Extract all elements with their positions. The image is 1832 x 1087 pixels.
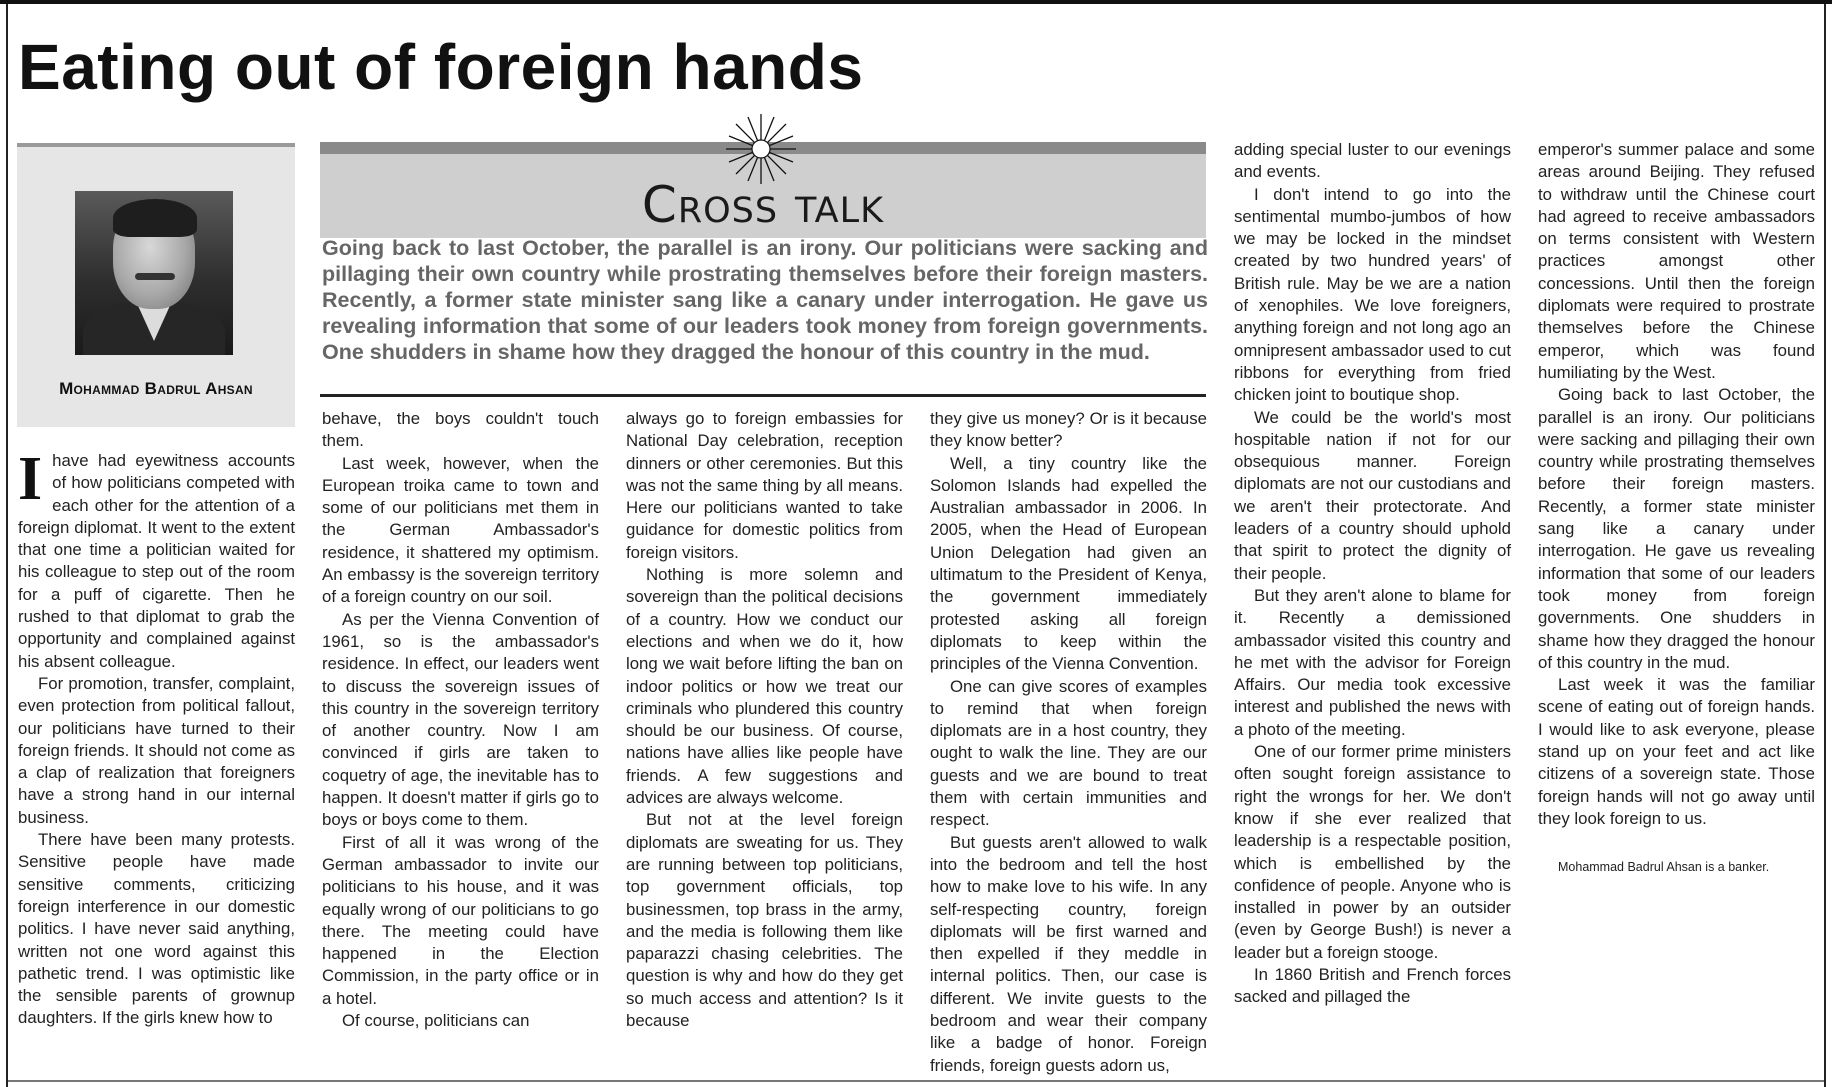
article-column-6 xyxy=(1538,139,1815,879)
column-title: Cross talk xyxy=(641,176,885,234)
article-column-4 xyxy=(930,408,1207,1077)
paragraph: First of all it was wrong of the German ambassador to invite our politicians to his house, and it was equally wrong of our politicians to go there. The meeting could have happened in the Election Commission, in the party office or in a hotel. xyxy=(322,832,599,1008)
left-rule xyxy=(6,4,8,1087)
paragraph: behave, the boys couldn't touch them. xyxy=(322,409,599,451)
paragraph: Going back to last October, the parallel is an irony. Our politicians were sacking and pillaging their own country while prostrating themselves before their foreign masters. Recently, a former state minister sang like a canary under interrogation. He gave us revealing information that some of our leaders took money from foreign governments. One shudders in shame how they dragged the honour of this country in the mud. xyxy=(1538,385,1815,672)
paragraph: emperor's summer palace and some areas around Beijing. They refused to withdraw until the Chinese court had agreed to receive ambassadors on terms consistent with Western practices amongst other concessions. Until then the foreign diplomats were required to prostrate themselves before the Chinese emperor, which was found humiliating by the West. xyxy=(1538,140,1815,382)
article-column-5 xyxy=(1234,139,1511,1009)
paragraph: For promotion, transfer, complaint, even protection from political fallout, our politicians have turned to their foreign friends. It should not come as a clap of realization that foreigners have a strong hand in our internal business. xyxy=(18,673,295,827)
paragraph: Nothing is more solemn and sovereign than the political decisions of a country. How we conduct our elections and when we do it, how long we wait before lifting the ban on indoor politics or how we treat our criminals who plundered this country should be our business. Of course, nations have allies like people have friends. A few suggestions and advices are always welcome. xyxy=(626,565,903,808)
paragraph: But guests aren't allowed to walk into the bedroom and tell the host how to make love to his wife. In any self-respecting country, foreign diplomats will be first warned and then expelled if they meddle in internal politics. Then, our case is different. We invite guests to the bedroom and wear their company like a badge of honor. Foreign friends, foreign guests adorn us, xyxy=(930,832,1207,1075)
paragraph: adding special luster to our evenings and events. xyxy=(1234,140,1511,182)
paragraph: I don't intend to go into the sentimental mumbo-jumbos of how we may be locked in the mindset created by two hundred years' of British rule. May be we are a nation of xenophiles. We love foreigners, anything foreign and not long ago an omnipresent ambassador used to cut ribbons for everything from fried chicken joint to boutique shop. xyxy=(1234,184,1511,405)
paragraph: Last week it was the familiar scene of eating out of foreign hands. I would like to ask everyone, please stand up on your feet and act like citizens of a sovereign state. Those foreign hands will not go away until they look foreign to us. xyxy=(1538,675,1815,828)
paragraph: Ihave had eyewitness accounts of how politicians competed with each other for the attention of a foreign diplomat. It went to the extent that one time a politician waited for his colleague to step out of the room for a puff of cigarette. Then he rushed to that diplomat to grab the opportunity and complained against his absent colleague. xyxy=(18,445,295,671)
paragraph: Last week, however, when the European troika came to town and some of our politicians met them in the German Ambassador's residence, it shattered my optimism. An embassy is the sovereign territory of a foreign country on our soil. xyxy=(322,453,599,607)
pull-quote-rule xyxy=(320,394,1206,397)
headline: Eating out of foreign hands xyxy=(18,31,864,103)
article-column-1 xyxy=(18,445,295,1030)
paragraph: There have been many protests. Sensitive people have made sensitive comments, criticizing foreign interference in our domestic politics. I have never said anything, written not one word against this pathetic trend. I was optimistic like the sensible parents of grownup daughters. If the girls knew how to xyxy=(18,830,295,1028)
paragraph: One of our former prime ministers often sought foreign assistance to right the wrongs for her. We don't know if she ever realized that leadership is a respectable position, which is embellished by the confidence of people. Anyone who is installed in power by an outsider (even by George Bush!) is never a leader but a foreign stooge. xyxy=(1234,742,1511,962)
starburst-icon xyxy=(724,112,798,186)
paragraph: One can give scores of examples to remind that when foreign diplomats are in a host country, they ought to walk the line. They are our guests and we are bound to treat them with certain immunities and respect. xyxy=(930,676,1207,830)
pull-quote: Going back to last October, the parallel is an irony. Our politicians were sacking and pillaging their own country while prostrating themselves before their foreign masters. Recently, a former state minister sang like a canary under interrogation. He gave us revealing information that some of our leaders took money from foreign governments. One shudders in shame how they dragged the honour of this country in the mud. xyxy=(322,236,1208,364)
paragraph: But they aren't alone to blame for it. Recently a demissioned ambassador visited this country and he met with the advisor for Foreign Affairs. Our media took excessive interest and published the news with a photo of the meeting. xyxy=(1234,585,1511,739)
bottom-rule xyxy=(8,1080,1824,1082)
article-column-3 xyxy=(626,408,903,1032)
paragraph: Of course, politicians can xyxy=(342,1011,530,1031)
author-photo xyxy=(75,191,233,355)
top-rule xyxy=(0,0,1832,4)
article-column-2 xyxy=(322,408,599,1032)
author-box xyxy=(17,143,295,427)
author-name: Mohammad Badrul Ahsan xyxy=(59,379,253,398)
paragraph: As per the Vienna Convention of 1961, so is the ambassador's residence. In effect, our leaders went to discuss the sovereign issues of this country in the sovereign territory of another country. Now I am convinced if girls are taken to coquetry of age, the inevitable has to happen. It doesn't matter if girls go to boys or boys come to them. xyxy=(322,609,599,830)
paragraph: Well, a tiny country like the Solomon Islands had expelled the Australian ambassador in 2006. In 2005, when the Head of European Union Delegation had given an ultimatum to the President of Kenya, the government immediately protested asking all foreign diplomats to keep within the principles of the Vienna Convention. xyxy=(930,453,1207,674)
paragraph: they give us money? Or is it because they know better? xyxy=(930,409,1207,451)
right-rule xyxy=(1824,4,1826,1087)
paragraph: always go to foreign embassies for National Day celebration, reception dinners or other ceremonies. But this was not the same thing by all means. Here our politicians wanted to take guidance for domestic politics from foreign visitors. xyxy=(626,409,903,562)
paragraph: We could be the world's most hospitable nation if not for our obsequious manner. Foreign diplomats are not our custodians and we aren't their protectorate. And leaders of a country should uphold that spirit to protect the dignity of their people. xyxy=(1234,407,1511,583)
author-tagline: Mohammad Badrul Ahsan is a banker. xyxy=(1558,860,1770,875)
paragraph: But not at the level foreign diplomats are sweating for us. They are running between top politicians, top government officials, top businessmen, top brass in the army, and the media is following them like paparazzi chasing celebrities. The question is why and how do they get so much access and attention? Is it because xyxy=(626,810,903,1031)
drop-cap: I xyxy=(18,445,43,513)
paragraph: In 1860 British and French forces sacked and pillaged the xyxy=(1234,964,1511,1007)
